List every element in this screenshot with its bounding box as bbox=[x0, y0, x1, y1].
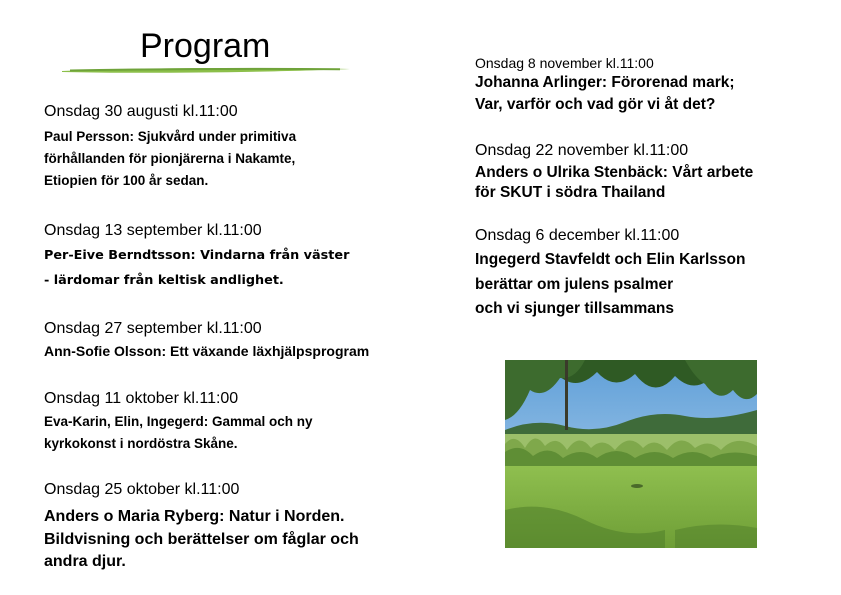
event-description: - lärdomar från keltisk andlighet. bbox=[44, 273, 284, 288]
event-description: och vi sjunger tillsammans bbox=[475, 300, 674, 317]
page-title: Program bbox=[140, 27, 271, 65]
event-date: Onsdag 22 november kl.11:00 bbox=[475, 142, 689, 159]
event-description: Var, varför och vad gör vi åt det? bbox=[475, 96, 716, 113]
event-description: Ingegerd Stavfeldt och Elin Karlsson bbox=[475, 251, 746, 268]
event-date: Onsdag 25 oktober kl.11:00 bbox=[44, 481, 240, 498]
event-description: Ann-Sofie Olsson: Ett växande läxhjälpsprogram bbox=[44, 343, 370, 359]
event-item bbox=[475, 226, 745, 322]
event-description: Bildvisning och berättelser om fåglar och bbox=[44, 530, 359, 548]
event-item bbox=[44, 221, 349, 293]
event-description: andra djur. bbox=[44, 553, 126, 570]
event-date: Onsdag 8 november kl.11:00 bbox=[475, 55, 654, 71]
event-description: Johanna Arlinger: Förorenad mark; bbox=[475, 74, 735, 91]
event-description: Per-Eive Berndtsson: Vindarna från väster bbox=[44, 248, 350, 263]
event-description: Anders o Maria Ryberg: Natur i Norden. bbox=[44, 508, 345, 525]
event-date: Onsdag 30 augusti kl.11:00 bbox=[44, 103, 238, 120]
event-date: Onsdag 27 september kl.11:00 bbox=[44, 320, 262, 337]
title-underline bbox=[60, 66, 352, 75]
event-item bbox=[44, 319, 369, 361]
event-date: Onsdag 11 oktober kl.11:00 bbox=[44, 390, 239, 407]
event-description: förhållanden för pionjärerna i Nakamte, bbox=[44, 151, 296, 166]
event-description: Paul Persson: Sjukvård under primitiva bbox=[44, 129, 297, 144]
event-description: berättar om julens psalmer bbox=[475, 275, 674, 293]
event-item bbox=[44, 389, 313, 455]
event-item bbox=[44, 102, 296, 192]
event-item bbox=[475, 54, 735, 116]
event-item bbox=[475, 141, 753, 203]
event-description: Anders o Ulrika Stenbäck: Vårt arbete bbox=[475, 164, 754, 181]
event-description: kyrkokonst i nordöstra Skåne. bbox=[44, 436, 238, 451]
event-item bbox=[44, 480, 359, 574]
event-date: Onsdag 13 september kl.11:00 bbox=[44, 222, 262, 239]
landscape-photo bbox=[505, 360, 757, 548]
event-description: för SKUT i södra Thailand bbox=[475, 184, 666, 201]
event-description: Etiopien för 100 år sedan. bbox=[44, 173, 209, 188]
event-description: Eva-Karin, Elin, Ingegerd: Gammal och ny bbox=[44, 414, 313, 429]
event-date: Onsdag 6 december kl.11:00 bbox=[475, 227, 680, 244]
